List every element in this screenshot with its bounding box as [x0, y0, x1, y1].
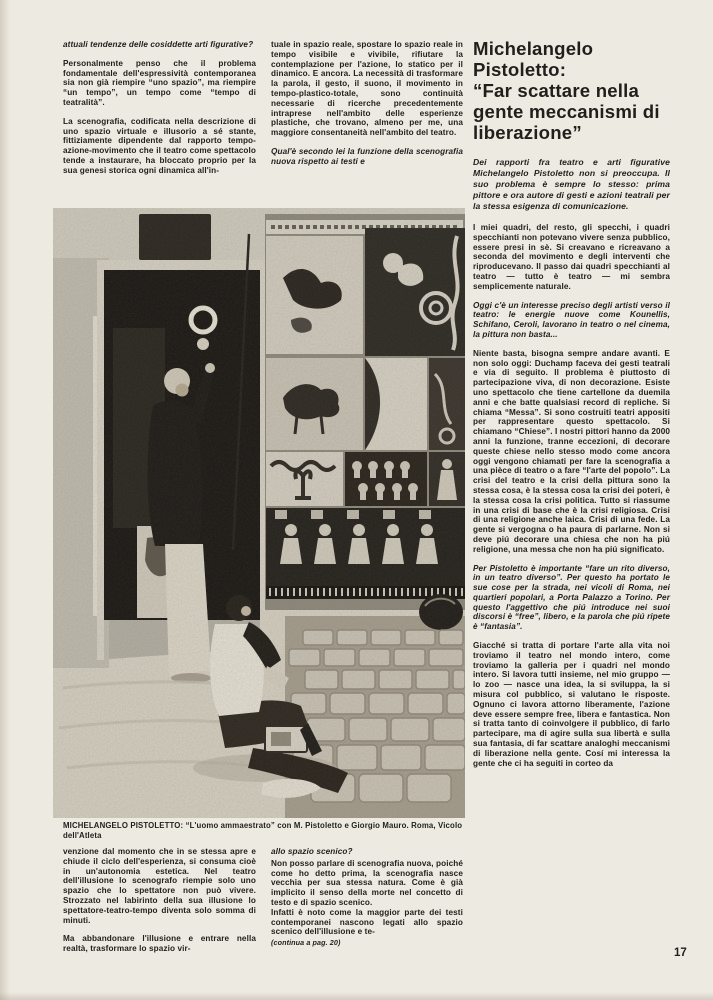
- body-paragraph: Personalmente penso che il problema fondamentale dell'espressività contemporanea sia non già riempire “uno spazio”, ma riempire “un tempo”, un tempo come “tempo di teatralità”.: [63, 58, 256, 107]
- headline-quote: “Far scattare nella gente meccanismi di liberazione”: [473, 80, 660, 143]
- photo-caption: MICHELANGELO PISTOLETTO: “L'uomo ammaestrato” con M. Pistoletto e Giorgio Mauro. Roma, Vicolo dell'Atleta: [63, 821, 463, 840]
- column-3: [473, 38, 670, 768]
- scan-edge-shadow: [0, 992, 713, 1000]
- article-headline: [473, 38, 670, 143]
- interview-question: allo spazio scenico?: [271, 847, 353, 856]
- column-1-bottom: [63, 847, 256, 954]
- continuation-note: (continua a pag. 20): [271, 938, 341, 948]
- interview-question: Qual'è secondo lei la funzione della scenografia nuova rispetto ai testi e: [271, 146, 463, 166]
- photo-illustration: [53, 208, 465, 818]
- body-paragraph: Infatti è noto come la maggior parte dei testi contemporanei nascono legati allo spazio scenico dell'illusione e te-: [271, 907, 463, 937]
- answer-paragraph: I miei quadri, del resto, gli specchi, i quadri specchianti non potevano vivere senza pubblico, essere presi in sè. Si creavano e ricreavano a seconda del movimento e degli interventi che riproducevano. Il passo dai quadri specchianti al teatro — tutto è teatro — mi sembra semplicemente naturale.: [473, 223, 670, 291]
- column-1-top: [63, 40, 256, 176]
- body-paragraph: venzione dal momento che in se stessa apre e chiude il ciclo dell'esperienza, si consuma cioè in un'autonomia estetica. Nel teatro dell'illusione lo scenografo riempie solo uno spazio che lo spettatore non può vivere. Strozzato nel labirinto della sua illusione lo spettatore-teatro-tempo diventa solo somma di minuti.: [63, 847, 256, 925]
- commentary-paragraph: Per Pistoletto è importante “fare un rito diverso, in un teatro diverso”. Per questo ha portato le sue cose per la strada, nei vicoli di Roma, nei quartieri popolari, a Porta Palazzo a Torino. Per questo l'aggettivo che piú introduce nei suoi discorsi è “free”, libero, e la parola che piú ripete è “fantasia”.: [473, 563, 670, 632]
- photo-grain-overlay: [53, 208, 465, 818]
- body-paragraph: La scenografia, codificata nella descrizione di uno spazio virtuale e illusorio a sé stante, fittiziamente dipendente dal rapporto tempo-azione-movimento che il teatro come spettacolo tende a instaurare, ha bloccato proprio per la sua genesi storica ogni dinamica all'in-: [63, 116, 256, 175]
- body-paragraph: Ma abbandonare l'illusione e entrare nella realtà, trasformare lo spazio vir-: [63, 934, 256, 954]
- body-paragraph: tuale in spazio reale, spostare lo spazio reale in tempo visibile e vivibile, rifiutare la contemplazione per l'azione, lo statico per il dinamico. E ancora. La necessità di trasformare la parola, il gesto, il suono, il movimento in tempo-plastico-totale, sono continuità necessarie di ricerche precedentemente intraprese nell'ambito delle esperienze plastiche, che trovano, almeno per me, una maggiore consentaneità nell'ambito del teatro.: [271, 40, 463, 138]
- headline-name: Michelangelo Pistoletto:: [473, 38, 594, 80]
- scan-edge-shadow: [0, 0, 10, 1000]
- body-paragraph: Non posso parlare di scenografia nuova, poiché come ho detto prima, la scenografia nasce vecchia per sua stessa natura. Come è già implicito il senso della morte nel concetto di testo e di spazio scenico.: [271, 858, 463, 907]
- answer-paragraph: Giacché si tratta di portare l'arte alla vita noi troviamo il teatro nel mondo intero, come troviamo la galleria per i quadri nel mondo intero. Si lavora tutti insieme, nel mio gruppo — lo zoo — nasce una idea, la si sviluppa, la si misura col pubblico, si valutano le risposte. Ognuno ci lavora attorno liberamente, l'azione deve essere sempre free, libera e fantastica. Non si tratta tanto di coinvolgere il pubblico, di farlo partecipare, ma di agire sulla sua libertà e sulla sua fantasia, di far scattare analoghi meccanismi di liberazione nella gente. Cosí mi interessa la gente che ci ha seguiti in corteo da: [473, 641, 670, 768]
- interview-question: attuali tendenze delle cosiddette arti figurative?: [63, 40, 254, 49]
- page-number: 17: [674, 947, 687, 959]
- article-photo: [53, 208, 465, 818]
- column-2-bottom: [271, 847, 463, 947]
- column-2-top: [271, 40, 463, 167]
- interview-question: Oggi c'è un interesse preciso degli artisti verso il teatro: le energie nuove come Kounellis, Schifano, Ceroli, lavorano in teatro o nel cinema, la pittura non basta...: [473, 300, 670, 339]
- article-intro: Dei rapporti fra teatro e arti figurative Michelangelo Pistoletto non si preoccupa. Il suo problema è sempre lo stesso: prima pittore e ora autore di gesti e azioni teatrali per la stessa esigenza di comunicazione.: [473, 157, 670, 211]
- answer-paragraph: Niente basta, bisogna sempre andare avanti. E non solo oggi: Duchamp faceva dei gesti teatrali e via di seguito. Il problema è piuttosto di partecipazione viva, di non decorazione. Esiste uno spettacolo che tiene cartellone da duemila anni e che batte qualsiasi record di repliche. Si chiama “Messa”. Si sono costruiti teatri appositi per rappresentare questo spettacolo. Si chiamano “Chiese”. I nostri pittori hanno da 2000 anni la funzione, tranne eccezioni, di decorare queste chiese nello stesso modo come ancora oggi vengono chiamati per fare la scenografia a una pièce di teatro o a fare “l'arte del popolo”. La crisi del teatro e la crisi della pittura sono la stessa cosa, è la stessa cosa la crisi dei poteri, è la stessa cosa la crisi politica. Tutto si riassume in una crisi di base che è la crisi religiosa. Crisi di una religione anche laica. Crisi di una fede. La gente si vergogna o ha paura di parlarne. Non si deve piú decorare una chiesa che non ha piú religione, una messa che non ha piú significato.: [473, 348, 670, 554]
